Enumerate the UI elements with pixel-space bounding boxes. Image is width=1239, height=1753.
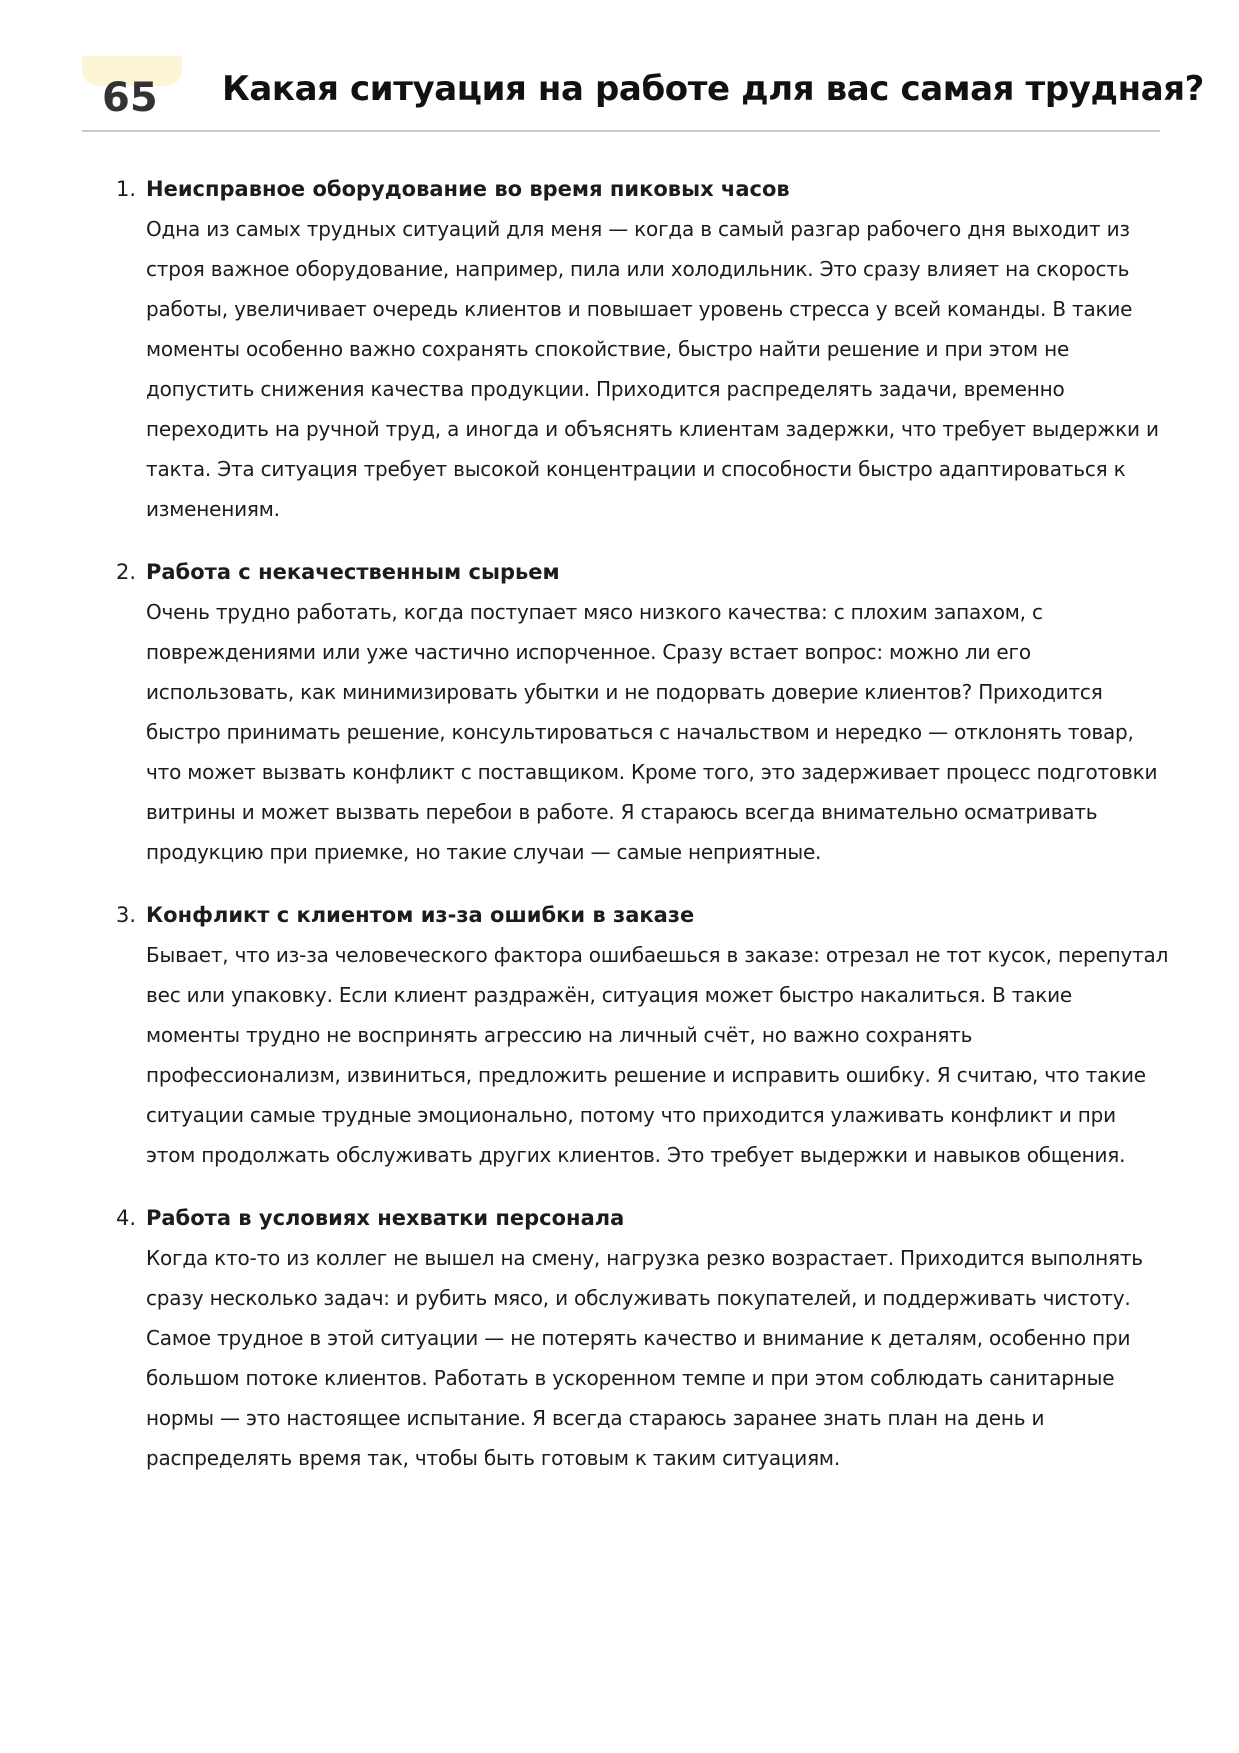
page-header	[82, 56, 1204, 132]
answers-list	[116, 170, 1170, 1502]
list-item	[116, 553, 1170, 872]
list-item-title: Неисправное оборудование во время пиковых часов	[146, 177, 790, 201]
list-item	[116, 170, 1170, 529]
list-item	[116, 1199, 1170, 1478]
list-item-number: 3.	[116, 903, 137, 927]
list-item-heading	[116, 170, 1170, 209]
list-item-text: Когда кто-то из коллег не вышел на смену, нагрузка резко возрастает. Приходится выполнять сразу несколько задач: и рубить мясо, и обслуживать покупателей, и поддерживать чистоту. Самое трудное в этой ситуации — не потерять качество и внимание к деталям, особенно при большом потоке клиентов. Работать в ускоренном темпе и при этом соблюдать санитарные нормы — это настоящее испытание. Я всегда стараюсь заранее знать план на день и распределять время так, чтобы быть готовым к таким ситуациям.	[146, 1246, 1143, 1470]
list-item-text: Одна из самых трудных ситуаций для меня — когда в самый разгар рабочего дня выходит из строя важное оборудование, например, пила или холодильник. Это сразу влияет на скорость работы, увеличивает очередь клиентов и повышает уровень стресса у всей команды. В такие моменты особенно важно сохранять спокойствие, быстро найти решение и при этом не допустить снижения качества продукции. Приходится распределять задачи, временно переходить на ручной труд, а иногда и объяснять клиентам задержки, что требует выдержки и такта. Эта ситуация требует высокой концентрации и способности быстро адаптироваться к изменениям.	[146, 217, 1159, 521]
list-item-text: Очень трудно работать, когда поступает мясо низкого качества: с плохим запахом, с повреждениями или уже частично испорченное. Сразу встает вопрос: можно ли его использовать, как минимизировать убытки и не подорвать доверие клиентов? Приходится быстро принимать решение, консультироваться с начальством и нередко — отклонять товар, что может вызвать конфликт с поставщиком. Кроме того, это задерживает процесс подготовки витрины и может вызвать перебои в работе. Я стараюсь всегда внимательно осматривать продукцию при приемке, но такие случаи — самые неприятные.	[146, 600, 1158, 864]
list-item-number: 2.	[116, 560, 137, 584]
list-item-heading	[116, 896, 1170, 935]
list-item-number: 4.	[116, 1206, 137, 1230]
page-number: 65	[102, 75, 158, 121]
list-item-number: 1.	[116, 177, 137, 201]
list-item-title: Конфликт с клиентом из-за ошибки в заказе	[146, 903, 695, 927]
list-item-text: Бывает, что из-за человеческого фактора ошибаешься в заказе: отрезал не тот кусок, перепутал вес или упаковку. Если клиент раздражён, ситуация может быстро накалиться. В такие моменты трудно не воспринять агрессию на личный счёт, но важно сохранять профессионализм, извиниться, предложить решение и исправить ошибку. Я считаю, что такие ситуации самые трудные эмоционально, потому что приходится улаживать конфликт и при этом продолжать обслуживать других клиентов. Это требует выдержки и навыков общения.	[146, 943, 1169, 1167]
page-title: Какая ситуация на работе для вас самая трудная?	[222, 69, 1204, 109]
list-item-heading	[116, 553, 1170, 592]
list-item-heading	[116, 1199, 1170, 1238]
list-item-title: Работа в условиях нехватки персонала	[146, 1206, 625, 1230]
list-item	[116, 896, 1170, 1175]
list-item-title: Работа с некачественным сырьем	[146, 560, 560, 584]
